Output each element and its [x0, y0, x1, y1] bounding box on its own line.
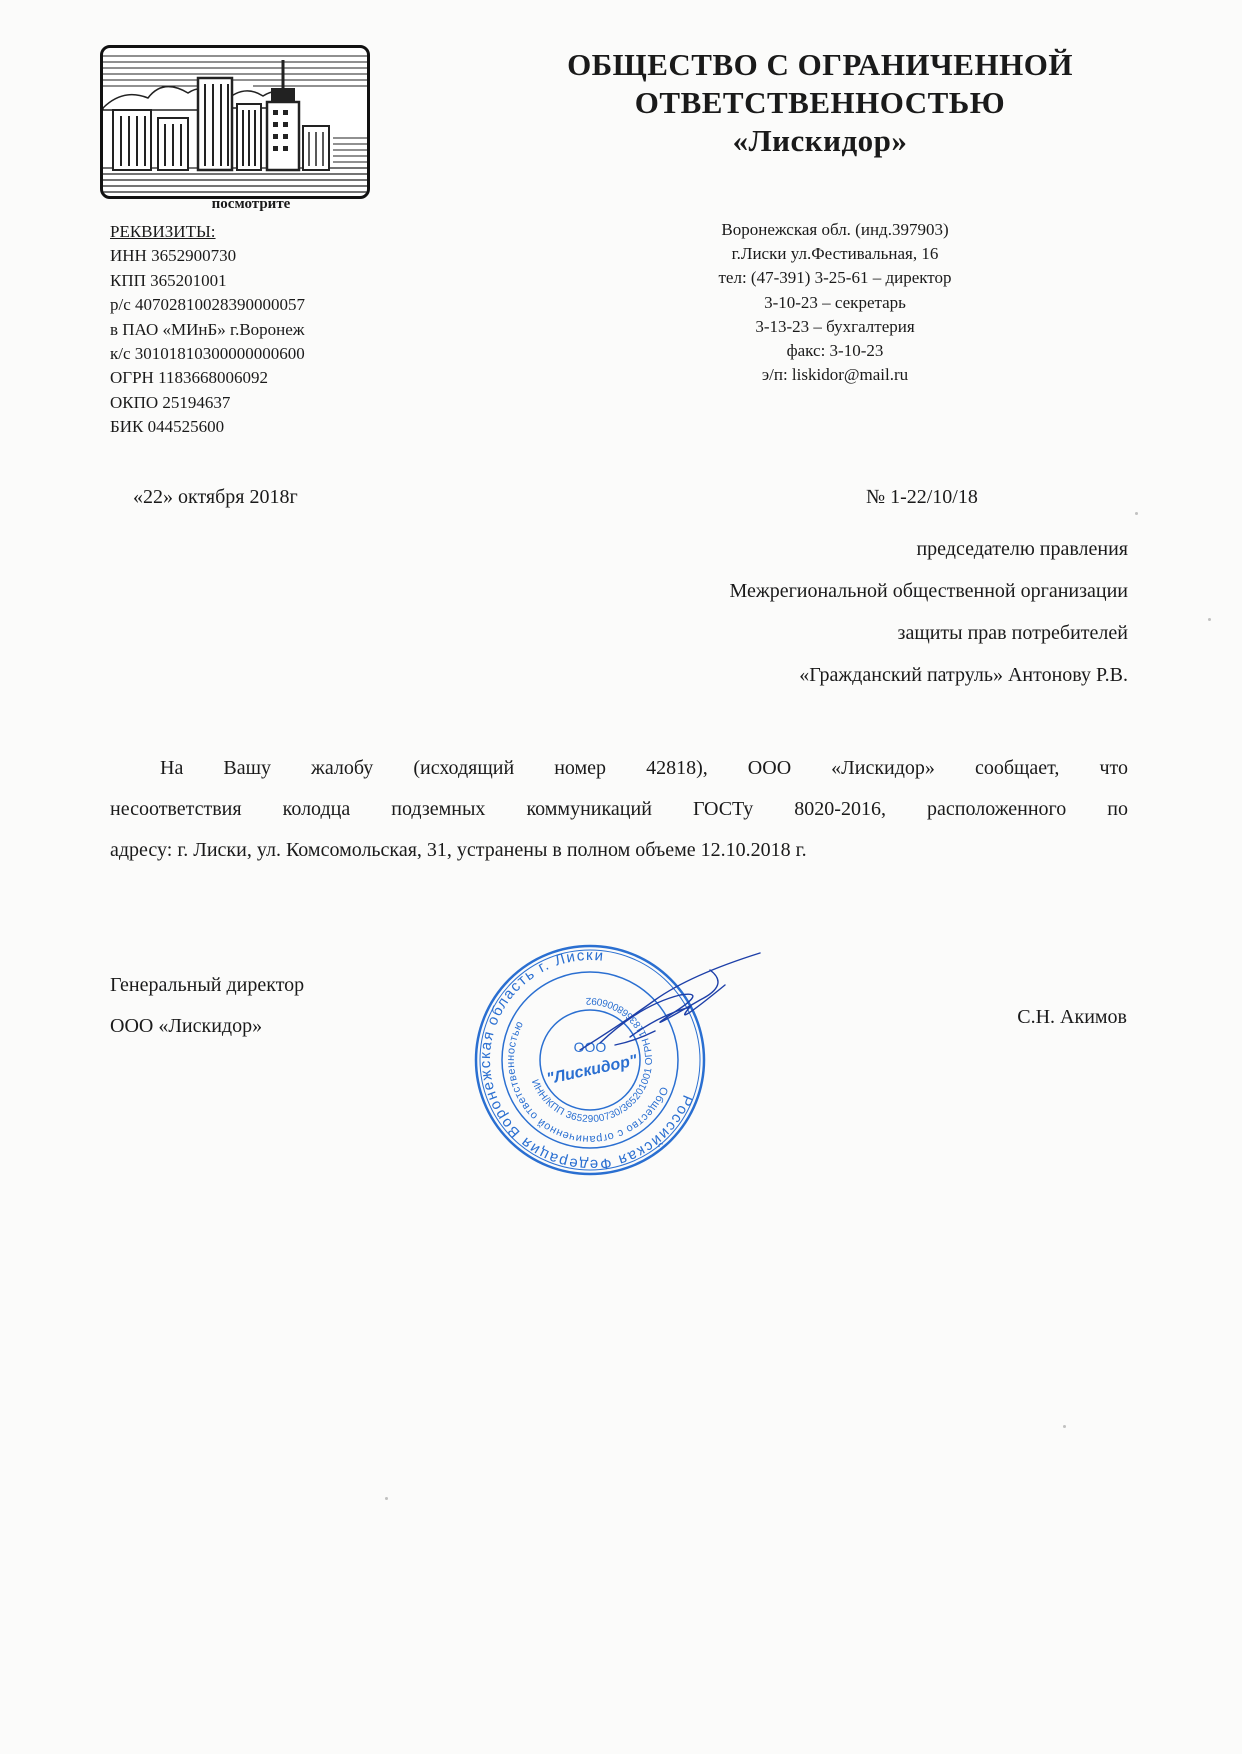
company-title-line3: «Лискидор»	[732, 123, 908, 158]
contact-block	[660, 218, 1010, 387]
company-title	[520, 46, 1120, 160]
letter-date: «22» октября 2018г	[133, 486, 298, 508]
signatory-position	[110, 965, 304, 1047]
stamp-codes: ИНН/КПП 3652900730/365201001 ОГРН 1183668006092	[528, 994, 656, 1126]
letter-body	[110, 748, 1128, 871]
phone-director: тел: (47-391) 3-25-61 – директор	[718, 268, 952, 288]
stamp-center-top: ООО	[573, 1039, 607, 1055]
body-line: На Вашу жалобу (исходящий номер 42818), ООО «Лискидор» сообщает, что	[160, 757, 1128, 779]
scan-speck	[1063, 1425, 1066, 1428]
logo-caption: посмотрите	[211, 196, 291, 212]
recipient-line: защиты прав потребителей	[897, 622, 1128, 644]
requisite-account: р/с 40702810028390000057	[110, 295, 306, 315]
recipient-line: председателю правления	[916, 538, 1128, 560]
company-title-line1: ОБЩЕСТВО С ОГРАНИЧЕННОЙ	[567, 47, 1073, 82]
email: э/п: liskidor@mail.ru	[761, 365, 909, 385]
scan-speck	[1135, 512, 1138, 515]
requisite-corr-account: к/с 30101810300000000600	[110, 344, 305, 364]
scan-speck	[1208, 618, 1211, 621]
stamp-outer-text: Российская Федерация Воронежская область г. Лиски	[476, 946, 697, 1174]
handwritten-signature	[560, 945, 800, 1065]
body-line: адресу: г. Лиски, ул. Комсомольская, 31, устранены в полном объеме 12.10.2018 г.	[110, 839, 807, 861]
stamp-inner-text: Общество с ограниченной ответственностью	[504, 1019, 670, 1146]
requisite-kpp: КПП 365201001	[110, 270, 227, 290]
signatory-name: С.Н. Акимов	[1017, 1006, 1127, 1028]
requisite-ogrn: ОГРН 1183668006092	[110, 368, 268, 388]
signatory-title: Генеральный директор	[110, 974, 305, 996]
requisite-okpo: ОКПО 25194637	[110, 392, 231, 412]
letter-number: № 1-22/10/18	[866, 486, 978, 508]
recipient-line: Межрегиональной общественной организации	[729, 580, 1128, 602]
recipient-line: «Гражданский патруль» Антонову Р.В.	[799, 664, 1128, 686]
address-region: Воронежская обл. (инд.397903)	[721, 220, 949, 239]
fax: факс: 3-10-23	[786, 341, 884, 361]
company-title-line2: ОТВЕТСТВЕННОСТЬЮ	[634, 85, 1006, 120]
body-line: несоответствия колодца подземных коммуникаций ГОСТу 8020-2016, расположенного по	[110, 798, 1128, 820]
address-street: г.Лиски ул.Фестивальная, 16	[731, 244, 939, 264]
stamp-center-name: "Лискидор"	[545, 1052, 639, 1088]
company-logo	[100, 45, 370, 199]
scan-speck	[385, 1497, 388, 1500]
requisites-block	[110, 220, 305, 440]
requisite-inn: ИНН 3652900730	[110, 246, 237, 266]
requisite-bank: в ПАО «МИнБ» г.Воронеж	[110, 319, 305, 339]
recipient-block	[729, 528, 1128, 696]
requisite-bik: БИК 044525600	[110, 417, 225, 437]
requisites-title: РЕКВИЗИТЫ:	[110, 222, 216, 241]
phone-accounting: 3-13-23 – бухгалтерия	[755, 316, 915, 336]
signatory-company: ООО «Лискидор»	[110, 1015, 263, 1037]
phone-secretary: 3-10-23 – секретарь	[764, 292, 906, 312]
